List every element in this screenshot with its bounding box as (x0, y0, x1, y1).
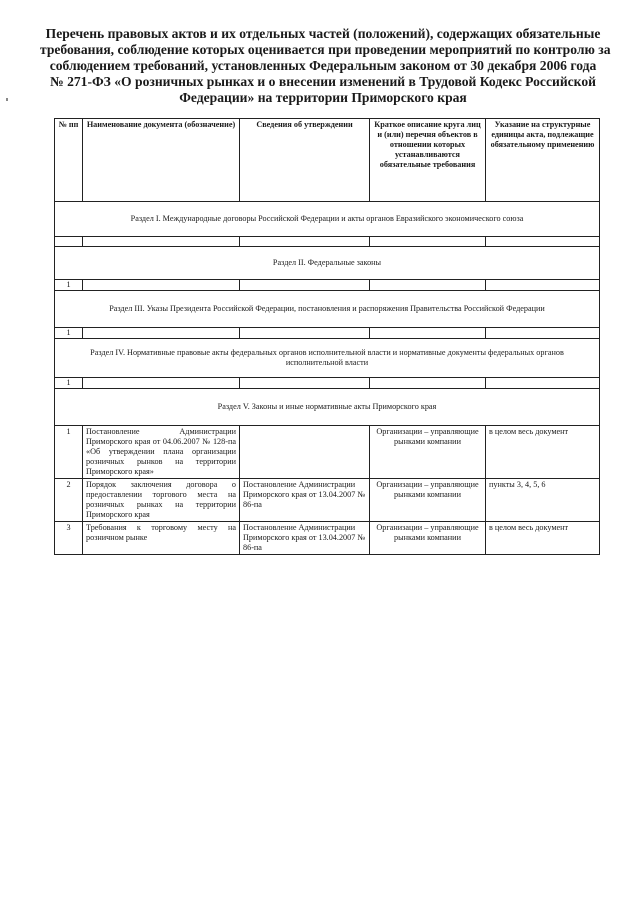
subjects-description: Организации – управляющие рынками компании (370, 522, 486, 555)
section-title-3: Раздел III. Указы Президента Российской Федерации, постановления и распоряжения Правительства Российской Федерации (55, 291, 600, 328)
document-title (40, 26, 611, 106)
table-cell (240, 328, 370, 339)
scan-mark (6, 98, 8, 101)
title-line-2: требования, соблюдение которых оценивается при проведении мероприятий по контролю за (40, 42, 611, 57)
placeholder-row (55, 280, 600, 291)
table-cell (370, 280, 486, 291)
header-circle: Краткое описание круга лиц и (или) перечня объектов в отношении которых устанавливаются обязательные требования (370, 119, 486, 202)
table-cell (486, 280, 600, 291)
section-row-5 (55, 389, 600, 426)
section-row-1 (55, 202, 600, 237)
table-cell (83, 280, 240, 291)
document-name: Постановление Администрации Приморского края от 04.06.2007 № 128-па «Об утверждении плана организации розничных рынков на территории Приморского края» (83, 426, 240, 479)
section-row-2 (55, 247, 600, 280)
header-row (55, 119, 600, 202)
title-line-3: соблюдением требований, установленных Федеральным законом от 30 декабря 2006 года (49, 58, 597, 73)
row-number: 2 (55, 479, 83, 522)
table-cell (486, 237, 600, 247)
title-line-4: № 271-ФЗ «О розничных рынках и о внесении изменений в Трудовой Кодекс Российской (50, 74, 596, 89)
row-number: 3 (55, 522, 83, 555)
approval-info: Постановление Администрации Приморского края от 13.04.2007 № 86-па (240, 522, 370, 555)
row-number: 1 (55, 280, 83, 291)
placeholder-row (55, 328, 600, 339)
document-name: Требования к торговому месту на розничном рынке (83, 522, 240, 555)
table-cell (83, 237, 240, 247)
title-line-1: Перечень правовых актов и их отдельных частей (положений), содержащих обязательные (45, 26, 601, 41)
table-cell (83, 378, 240, 389)
row-number: 1 (55, 426, 83, 479)
table-cell (55, 237, 83, 247)
section-row-4 (55, 339, 600, 378)
legal-acts-table (54, 118, 600, 555)
subjects-description: Организации – управляющие рынками компании (370, 426, 486, 479)
table-cell (486, 378, 600, 389)
section-title-4: Раздел IV. Нормативные правовые акты федеральных органов исполнительной власти и нормативные документы федеральных органов исполнительной власти (55, 339, 600, 378)
title-line-5: Федерации» на территории Приморского края (179, 90, 467, 105)
row-number: 1 (55, 328, 83, 339)
subjects-description: Организации – управляющие рынками компании (370, 479, 486, 522)
table-cell (240, 280, 370, 291)
header-name: Наименование документа (обозначение) (83, 119, 240, 202)
header-units: Указание на структурные единицы акта, подлежащие обязательному применению (486, 119, 600, 202)
row-number: 1 (55, 378, 83, 389)
empty-row (55, 237, 600, 247)
section-row-3 (55, 291, 600, 328)
table-row (55, 479, 600, 522)
table-cell (83, 328, 240, 339)
header-num: № пп (55, 119, 83, 202)
approval-info (240, 426, 370, 479)
table-cell (370, 237, 486, 247)
approval-info: Постановление Администрации Приморского края от 13.04.2007 № 86-па (240, 479, 370, 522)
document-name: Порядок заключения договора о предоставлении торгового места на розничных рынках на территории Приморского края (83, 479, 240, 522)
table-cell (240, 237, 370, 247)
table-row (55, 426, 600, 479)
table-cell (370, 328, 486, 339)
table-cell (486, 328, 600, 339)
table-cell (370, 378, 486, 389)
table-row (55, 522, 600, 555)
section-title-1: Раздел I. Международные договоры Российской Федерации и акты органов Евразийского экономического союза (55, 202, 600, 237)
structural-units: пункты 3, 4, 5, 6 (486, 479, 600, 522)
structural-units: в целом весь документ (486, 522, 600, 555)
section-title-5: Раздел V. Законы и иные нормативные акты Приморского края (55, 389, 600, 426)
header-info: Сведения об утверждении (240, 119, 370, 202)
section-title-2: Раздел II. Федеральные законы (55, 247, 600, 280)
structural-units: в целом весь документ (486, 426, 600, 479)
table-cell (240, 378, 370, 389)
placeholder-row (55, 378, 600, 389)
